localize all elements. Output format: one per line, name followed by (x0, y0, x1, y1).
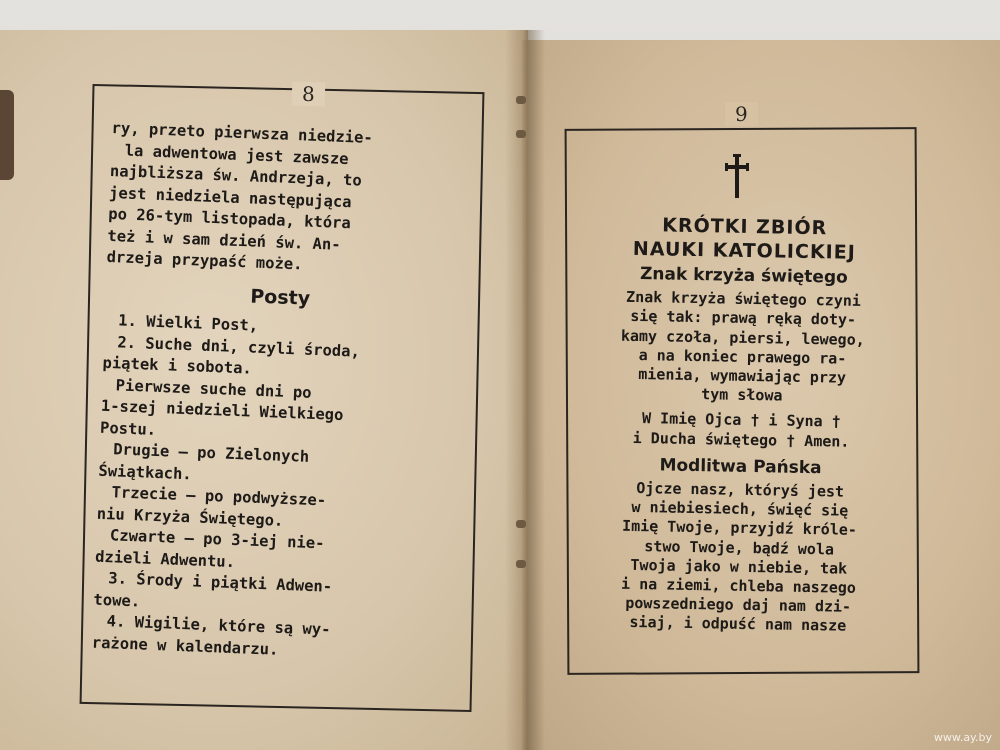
text-line: mienia, wymawiając przy (638, 365, 847, 387)
text-line: i Ducha świętego † Amen. (632, 428, 850, 451)
binding-stitch (516, 560, 526, 568)
text-line: tym słowa (701, 385, 783, 405)
list-line: rażone w kalendarzu. (91, 633, 279, 659)
text-line: Ojcze nasz, któryś jest (636, 479, 845, 501)
left-page-number: 8 (292, 82, 325, 107)
text-line: stwo Twoje, bądź wola (644, 536, 835, 559)
fasts-list (91, 310, 454, 667)
text-line: la adwentowa jest zawsze (124, 141, 349, 168)
text-line: siaj, i odpuść nam nasze (629, 613, 847, 636)
book-gutter (505, 30, 545, 750)
list-line: dzieli Adwentu. (94, 547, 236, 571)
site-watermark: www.ay.by (933, 731, 992, 744)
text-line: się tak: prawą ręką doty- (630, 307, 857, 330)
list-line: Trzecie — po podwyższe- (111, 483, 327, 510)
text-line: ry, przeto pierwsza niedzie- (111, 118, 374, 148)
binding-stitch (516, 130, 526, 138)
text-line: W Imię Ojca † i Syna † (641, 409, 841, 432)
sign-of-cross-paragraph (577, 287, 909, 408)
text-line: a na koniec prawego ra- (638, 345, 847, 368)
text-line: najbliższa św. Andrzeja, to (109, 161, 363, 190)
booklet-title-line1: KRÓTKI ZBIÓR (662, 214, 828, 240)
text-line: jest niedziela następująca (108, 183, 352, 211)
text-line: Znak krzyża świętego czyni (625, 288, 862, 311)
list-line: piątek i sobota. (102, 353, 253, 378)
trinity-formula (576, 408, 907, 452)
list-line: Świątkach. (98, 461, 193, 483)
binding-edge (0, 90, 14, 180)
text-line: Imię Twoje, przyjdź króle- (621, 517, 858, 540)
list-line: towe. (93, 590, 141, 610)
text-line: kamy czoła, piersi, lewego, (620, 326, 865, 349)
section-heading-posty: Posty (249, 284, 311, 310)
list-line: Postu. (99, 418, 157, 439)
text-line: powszedniego daj nam dzi- (625, 594, 852, 617)
section-heading-sign-of-cross: Znak krzyża świętego (639, 264, 848, 288)
list-line: 2. Suche dni, czyli środa, (117, 332, 361, 361)
binding-stitch (516, 520, 526, 528)
right-page-text (573, 212, 910, 637)
booklet-title-line2: NAUKI KATOLICKIEJ (632, 237, 856, 264)
list-line: 4. Wigilie, które są wy- (106, 612, 331, 639)
text-line: też i w sam dzień św. An- (107, 226, 341, 254)
section-heading-lords-prayer: Modlitwa Pańska (659, 455, 822, 479)
list-line: Czwarte — po 3-iej nie- (109, 526, 325, 553)
text-line: drzeja przypaść może. (106, 247, 303, 274)
left-page-text (91, 118, 461, 667)
binding-stitch (516, 96, 526, 104)
text-line: w niebiesiech, święć się (631, 498, 849, 520)
list-line: 1-szej niedzieli Wielkiego (100, 396, 344, 425)
list-line: 1. Wielki Post, (117, 311, 259, 335)
list-line: 3. Środy i piątki Adwen- (107, 569, 333, 596)
list-line: niu Krzyża Świętego. (96, 504, 284, 530)
list-line: Pierwsze suche dni po (115, 375, 312, 402)
latin-cross-icon (722, 152, 752, 200)
right-page-number: 9 (725, 102, 758, 126)
text-line: i na ziemi, chleba naszego (620, 574, 857, 597)
text-line: Twoja jako w niebie, tak (630, 555, 848, 578)
list-line: Drugie — po Zielonych (112, 440, 310, 466)
lords-prayer-paragraph (573, 478, 906, 637)
intro-paragraph (106, 118, 462, 282)
text-line: po 26-tym listopada, która (107, 204, 352, 233)
